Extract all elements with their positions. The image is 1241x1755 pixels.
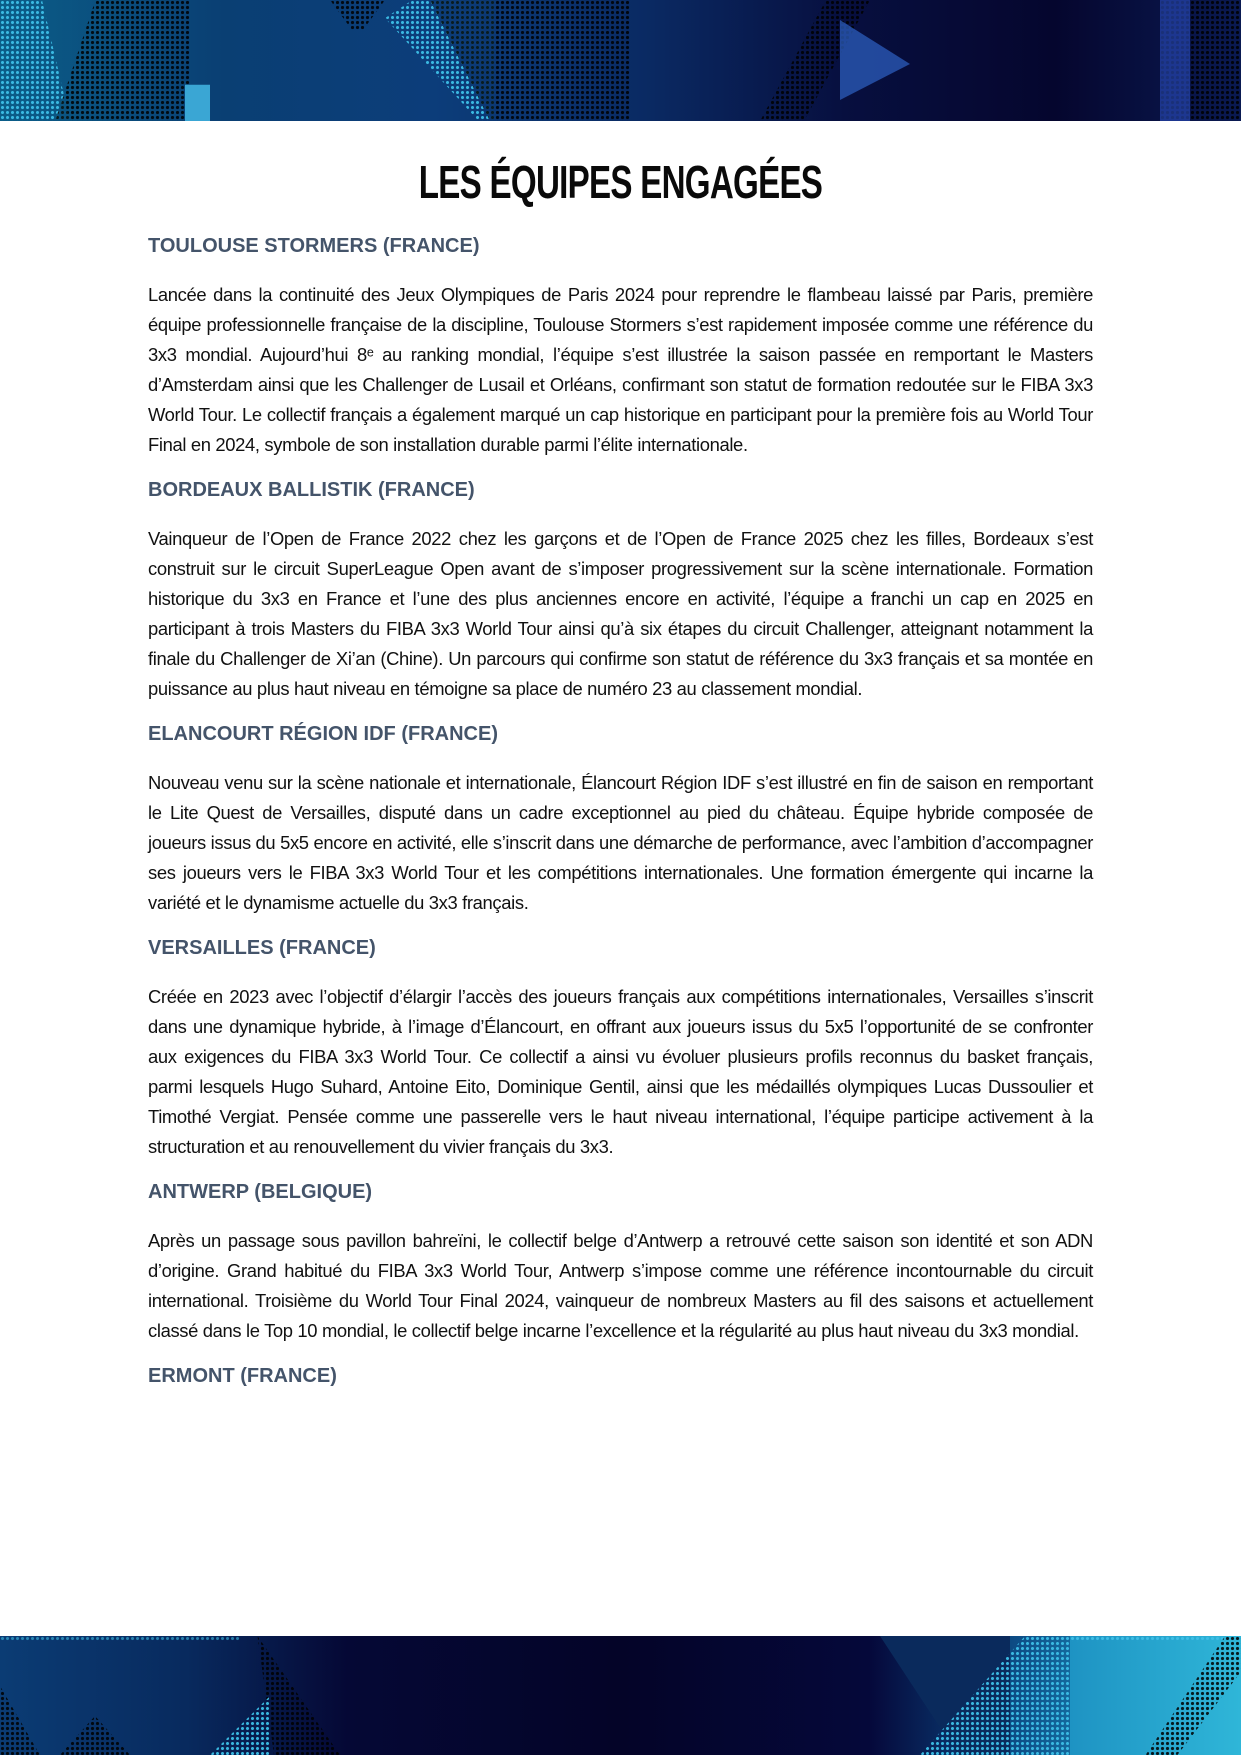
decorative-pattern	[210, 1696, 270, 1755]
header-banner	[0, 0, 1241, 121]
team-description: Lancée dans la continuité des Jeux Olympiques de Paris 2024 pour reprendre le flambeau laissé par Paris, première équipe professionnelle française de la discipline, Toulouse Stormers s’est rapidement imposée comme une référence du 3x3 mondial. Aujourd’hui 8ᵉ au ranking mondial, l’équipe s’est illustrée la saison passée en remportant le Masters d’Amsterdam ainsi que les Challenger de Lusail et Orléans, confirmant son statut de formation redoutée sur le FIBA 3x3 World Tour. Le collectif français a également marqué un cap historique en participant pour la première fois au World Tour Final en 2024, symbole de son installation durable parmi l’élite internationale.	[148, 284, 1093, 455]
decorative-shape	[840, 20, 910, 100]
decorative-pattern	[1070, 1636, 1241, 1642]
team-section-toulouse	[148, 232, 1093, 460]
decorative-pattern	[0, 1636, 240, 1641]
team-section-antwerp	[148, 1178, 1093, 1346]
team-heading: BORDEAUX BALLISTIK (FRANCE)	[148, 479, 475, 501]
team-description: Nouveau venu sur la scène nationale et internationale, Élancourt Région IDF s’est illustré en fin de saison en remportant le Lite Quest de Versailles, disputé dans un cadre exceptionnel au pied du château. Équipe hybride composée de joueurs issus du 5x5 encore en activité, elle s’inscrit dans une démarche de performance, avec l’ambition d’accompagner ses joueurs vers le FIBA 3x3 World Tour et les compétitions internationales. Une formation émergente qui incarne la variété et le dynamisme actuelle du 3x3 français.	[148, 772, 1093, 913]
teams-list	[148, 232, 1093, 1410]
team-heading: ANTWERP (BELGIQUE)	[148, 1181, 373, 1203]
decorative-pattern	[0, 0, 70, 121]
footer-banner	[0, 1636, 1241, 1755]
team-section-versailles	[148, 934, 1093, 1162]
decorative-pattern	[430, 0, 630, 121]
team-heading: ERMONT (FRANCE)	[148, 1365, 337, 1387]
team-heading: ELANCOURT RÉGION IDF (FRANCE)	[148, 723, 498, 745]
team-heading: TOULOUSE STORMERS (FRANCE)	[148, 235, 480, 257]
page-title: LES ÉQUIPES ENGAGÉES	[418, 156, 823, 208]
team-description: Après un passage sous pavillon bahreïni, le collectif belge d’Antwerp a retrouvé cette saison son identité et son ADN d’origine. Grand habitué du FIBA 3x3 World Tour, Antwerp s’impose comme une référence incontournable du circuit international. Troisième du World Tour Final 2024, vainqueur de nombreux Masters au fil des saisons et actuellement classé dans le Top 10 mondial, le collectif belge incarne l’excellence et la régularité au plus haut niveau du 3x3 mondial.	[148, 1230, 1093, 1341]
decorative-pattern	[55, 0, 190, 121]
decorative-pattern	[60, 1716, 130, 1755]
decorative-shape	[1160, 0, 1190, 121]
team-section-bordeaux	[148, 476, 1093, 704]
decorative-pattern	[330, 0, 385, 30]
decorative-pattern	[0, 1686, 40, 1755]
team-description: Créée en 2023 avec l’objectif d’élargir l’accès des joueurs français aux compétitions internationales, Versailles s’inscrit dans une dynamique hybride, à l’image d’Élancourt, en offrant aux joueurs issus du 5x5 l’opportunité de se confronter aux exigences du FIBA 3x3 World Tour. Ce collectif a ainsi vu évoluer plusieurs profils reconnus du basket français, parmi lesquels Hugo Suhard, Antoine Eito, Dominique Gentil, ainsi que les médaillés olympiques Lucas Dussoulier et Timothé Vergiat. Pensée comme une passerelle vers le haut niveau international, l’équipe participe activement à la structuration et au renouvellement du vivier français du 3x3.	[148, 986, 1093, 1157]
team-section-ermont	[148, 1362, 1093, 1390]
team-heading: VERSAILLES (FRANCE)	[148, 937, 376, 959]
team-section-elancourt	[148, 720, 1093, 918]
team-description: Vainqueur de l’Open de France 2022 chez les garçons et de l’Open de France 2025 chez les filles, Bordeaux s’est construit sur le circuit SuperLeague Open avant de s’imposer progressivement sur la scène internationale. Formation historique du 3x3 en France et l’une des plus anciennes encore en activité, l’équipe a franchi un cap en 2025 en participant à trois Masters du FIBA 3x3 World Tour ainsi qu’à six étapes du circuit Challenger, atteignant notamment la finale du Challenger de Xi’an (Chine). Un parcours qui confirme son statut de référence du 3x3 français et sa montée en puissance au plus haut niveau en témoigne sa place de numéro 23 au classement mondial.	[148, 528, 1093, 699]
